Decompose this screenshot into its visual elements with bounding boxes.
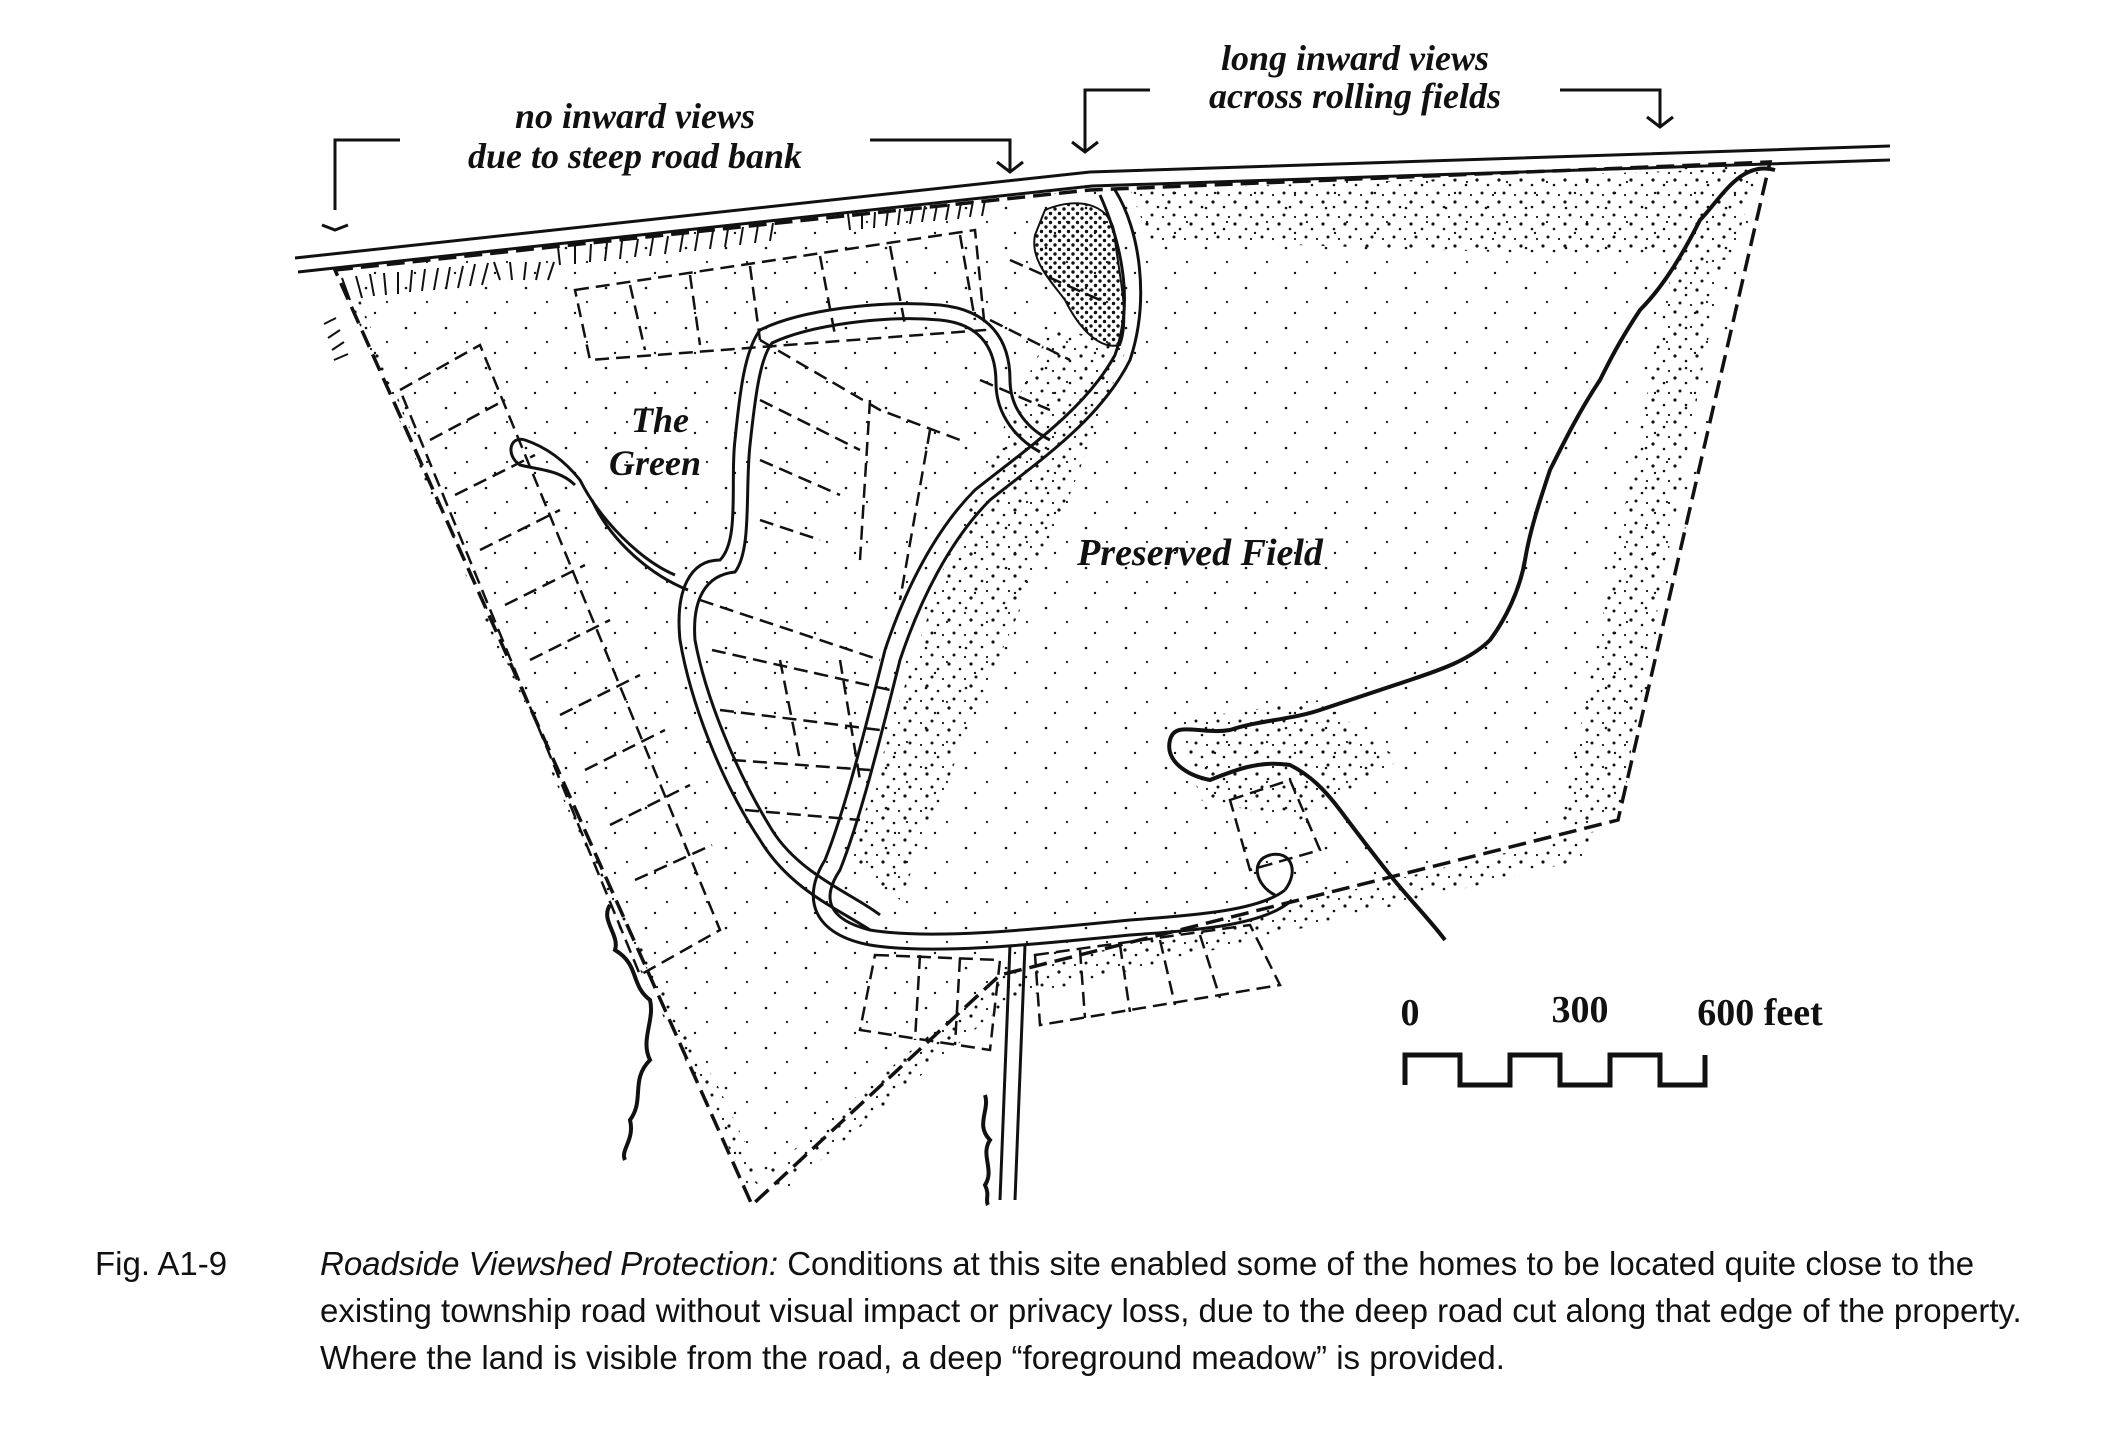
- scale-tick-0: 0: [1400, 992, 1420, 1034]
- caption-title: Roadside Viewshed Protection:: [320, 1245, 779, 1282]
- caption-text: Conditions at this site enabled some of the homes to be located quite close to the existing township road without visual impact or privacy loss, due to the deep road cut along that edge of the property. Where the land is visible from the road, a deep “foreground meadow” is provided.: [320, 1245, 2022, 1376]
- scale-tick-300: 300: [1551, 989, 1609, 1031]
- scale-bar: [1401, 989, 1824, 1085]
- no-inward-views-label: no inward views: [514, 96, 756, 136]
- stream-south: [983, 1095, 990, 1205]
- the-green-label-line1: The: [631, 400, 689, 440]
- steep-road-bank-label: due to steep road bank: [467, 136, 803, 176]
- property-boundary: [335, 162, 1770, 1205]
- arrow-left-down: [322, 225, 348, 230]
- long-inward-views-label: long inward views: [1220, 38, 1490, 78]
- scale-bar-line: [1405, 1055, 1705, 1085]
- scale-tick-600: 600 feet: [1697, 992, 1823, 1034]
- rolling-fields-label: across rolling fields: [1208, 76, 1502, 116]
- preserved-field-label: Preserved Field: [1077, 532, 1323, 574]
- figure-number: Fig. A1-9: [95, 1245, 228, 1282]
- caption-body: [320, 1240, 2040, 1381]
- the-green-label-line2: Green: [609, 443, 701, 483]
